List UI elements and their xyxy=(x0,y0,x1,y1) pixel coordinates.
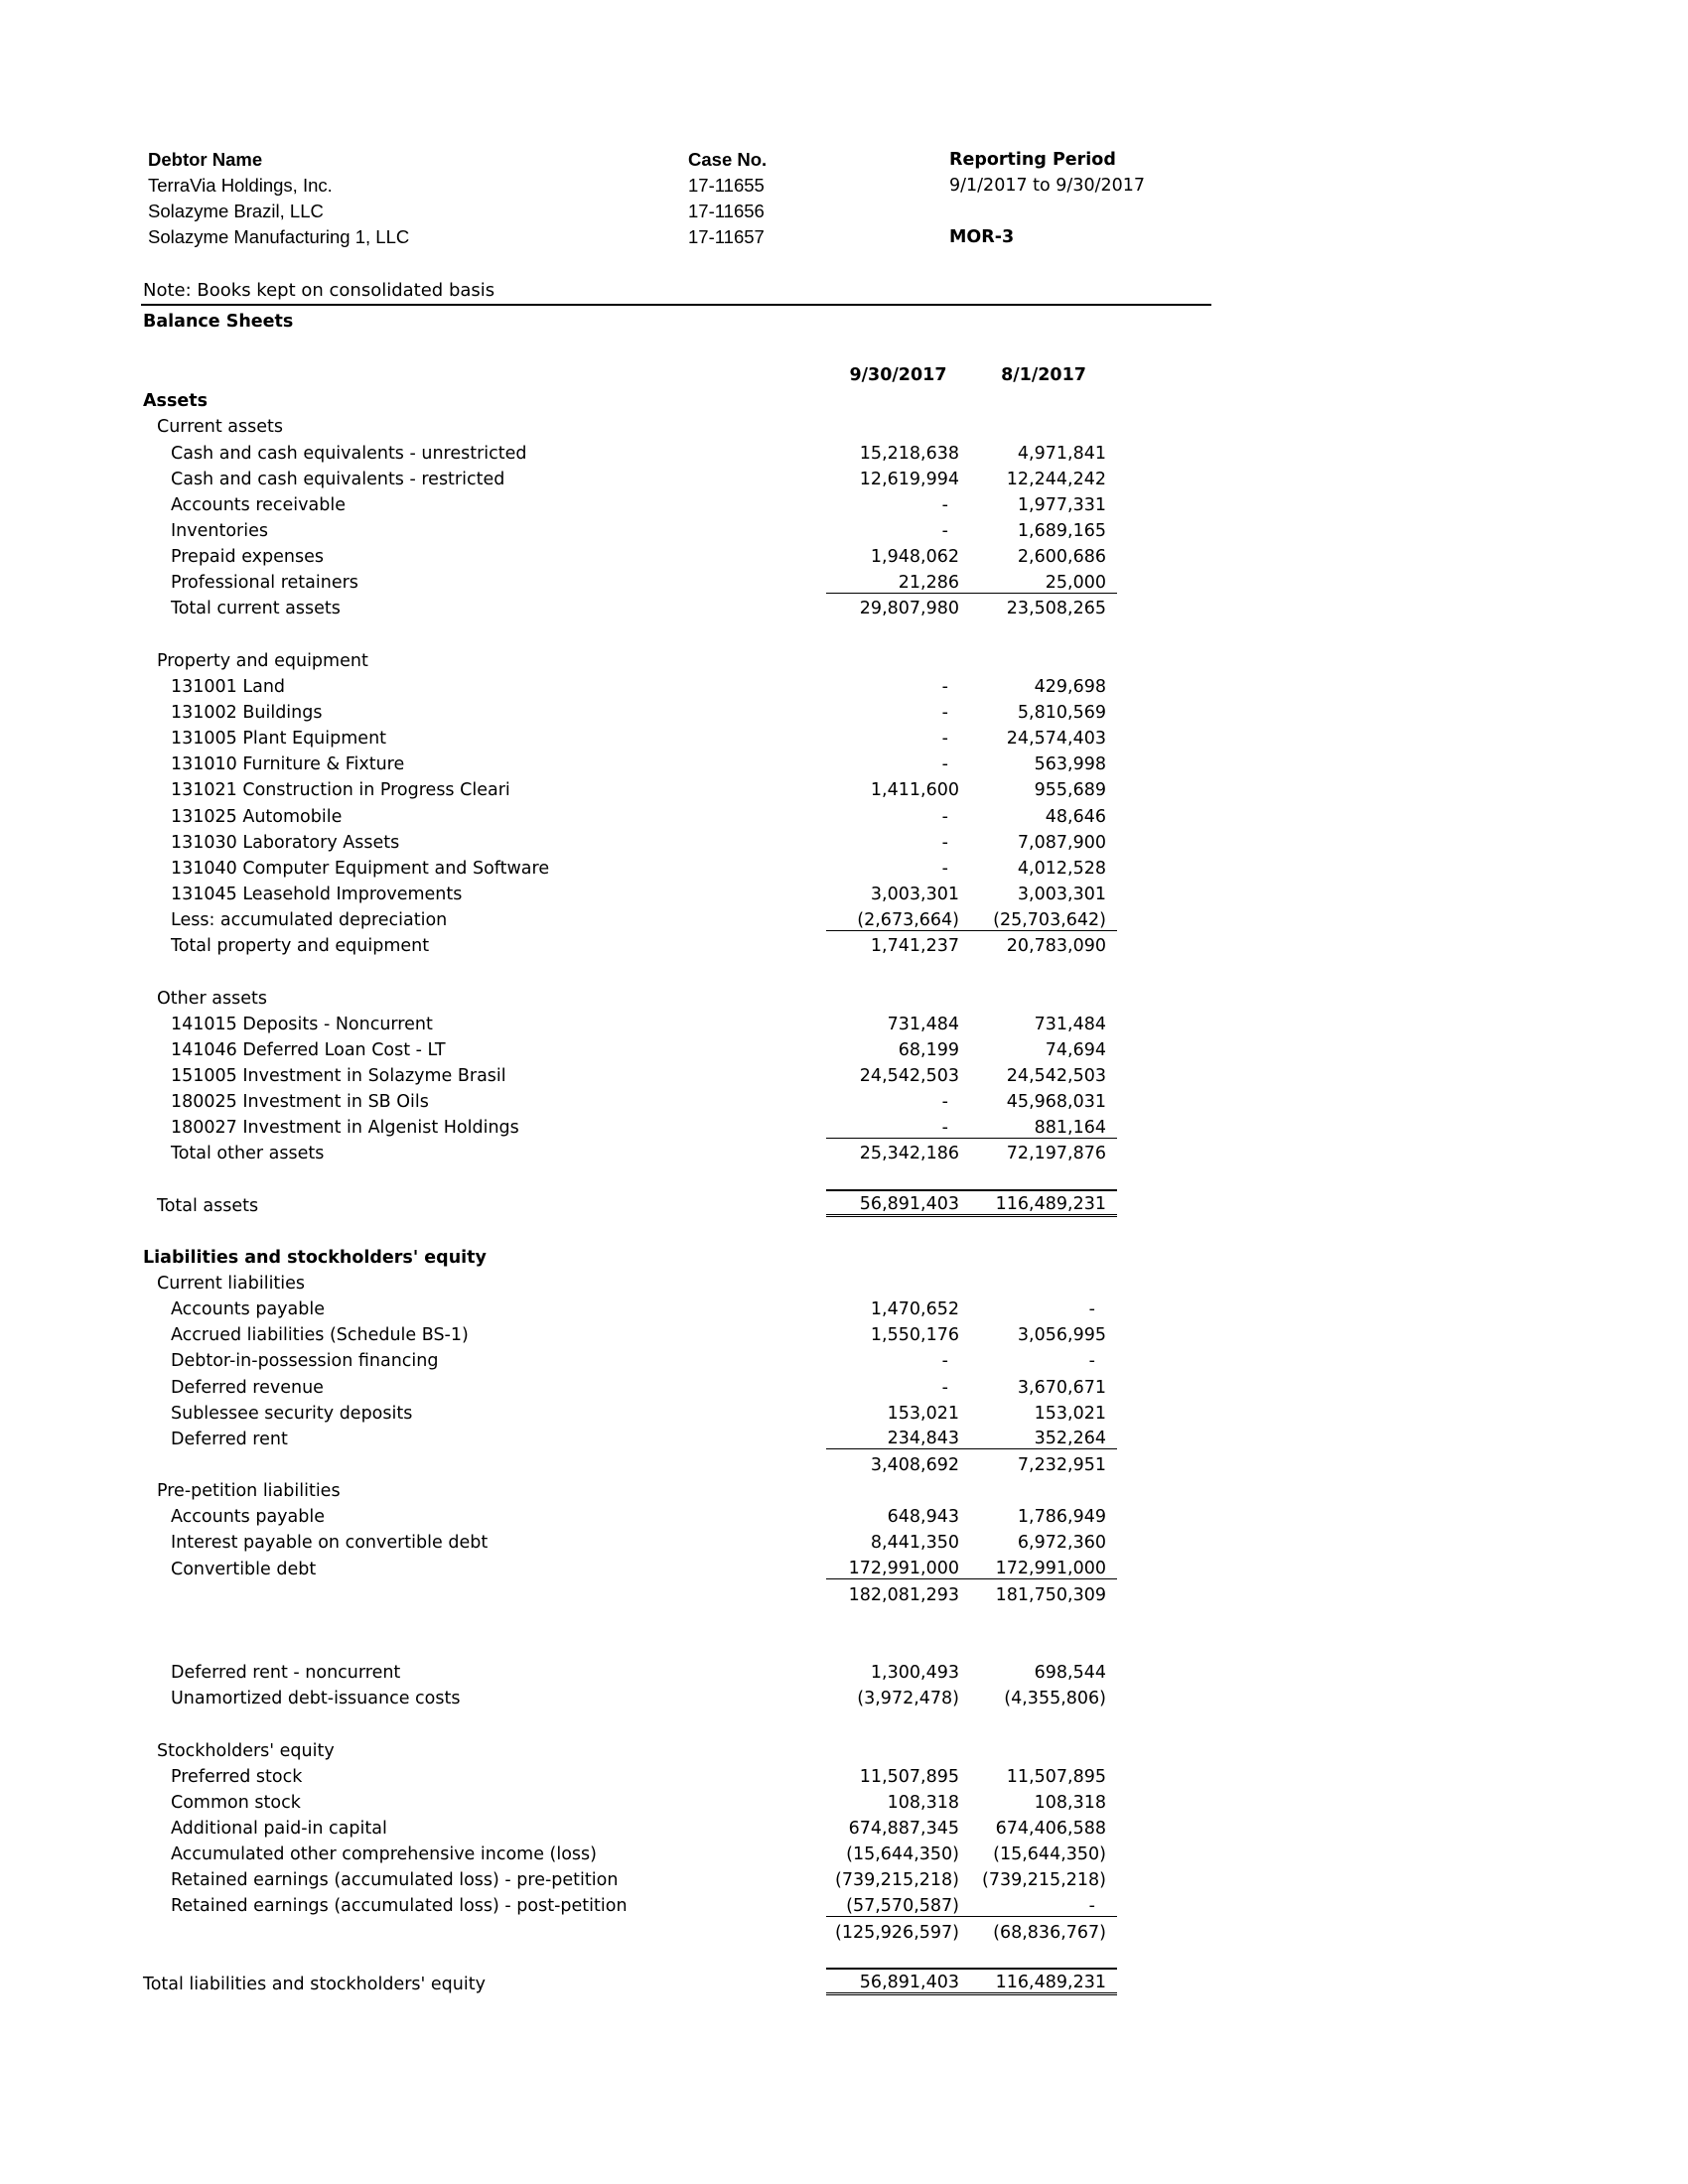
table-row xyxy=(141,1086,1117,1112)
table-row xyxy=(141,489,1117,515)
value-9-30-2017: 1,470,652 xyxy=(870,1299,959,1320)
value-8-1-2017: (739,215,218) xyxy=(982,1870,1106,1891)
value-8-1-2017: (4,355,806) xyxy=(1004,1689,1106,1709)
value-8-1-2017: 153,021 xyxy=(1034,1403,1106,1424)
value-8-1-2017: 4,012,528 xyxy=(1017,858,1106,879)
value-8-1-2017 xyxy=(970,645,1117,671)
balance-sheets-title: Balance Sheets xyxy=(143,312,294,333)
debtor-name: Solazyme Manufacturing 1, LLC xyxy=(148,226,410,247)
value-9-30-2017: - xyxy=(941,832,948,853)
table-row xyxy=(141,464,1117,489)
row-label: 131001 Land xyxy=(171,676,286,697)
row-label: Deferred rent xyxy=(171,1429,288,1449)
value-9-30-2017: 1,741,237 xyxy=(826,930,970,956)
row-label: Retained earnings (accumulated loss) - post-petition xyxy=(171,1896,628,1917)
value-9-30-2017: - xyxy=(941,702,948,723)
row-label: Total current assets xyxy=(171,599,341,619)
value-8-1-2017: 1,977,331 xyxy=(1017,494,1106,515)
table-row xyxy=(141,1969,1117,1994)
value-8-1-2017 xyxy=(970,1242,1117,1268)
value-9-30-2017: (3,972,478) xyxy=(857,1689,959,1709)
row-label: Preferred stock xyxy=(171,1766,303,1787)
table-row xyxy=(141,1009,1117,1034)
case-header xyxy=(688,147,767,250)
row-label: Total property and equipment xyxy=(171,936,430,957)
value-9-30-2017 xyxy=(826,1734,970,1760)
value-9-30-2017: 1,948,062 xyxy=(870,547,959,568)
row-label: Deferred revenue xyxy=(171,1377,324,1398)
value-8-1-2017: 172,991,000 xyxy=(995,1559,1106,1579)
table-row xyxy=(141,1657,1117,1683)
value-9-30-2017 xyxy=(826,982,970,1008)
row-label: 180027 Investment in Algenist Holdings xyxy=(171,1118,519,1139)
value-9-30-2017 xyxy=(826,1242,970,1268)
case-number: 17-11655 xyxy=(688,175,765,196)
value-9-30-2017: 21,286 xyxy=(898,572,959,593)
value-9-30-2017: 1,411,600 xyxy=(870,780,959,801)
value-8-1-2017: - xyxy=(1088,1351,1095,1372)
spacer-row xyxy=(141,1163,1117,1189)
value-9-30-2017: 731,484 xyxy=(887,1014,959,1034)
value-8-1-2017 xyxy=(970,1734,1117,1760)
value-9-30-2017: - xyxy=(941,676,948,697)
row-label: Less: accumulated depreciation xyxy=(171,910,448,931)
value-9-30-2017: - xyxy=(941,1377,948,1398)
value-9-30-2017: - xyxy=(941,754,948,775)
row-label: Deferred rent - noncurrent xyxy=(171,1663,401,1684)
value-9-30-2017: (739,215,218) xyxy=(835,1870,959,1891)
debtor-header xyxy=(148,147,409,250)
value-9-30-2017: 15,218,638 xyxy=(859,443,959,464)
value-9-30-2017: 1,300,493 xyxy=(870,1663,959,1684)
value-9-30-2017: (2,673,664) xyxy=(857,909,959,930)
row-label: Other assets xyxy=(157,988,267,1009)
value-9-30-2017: - xyxy=(941,858,948,879)
table-row xyxy=(141,567,1117,593)
row-label: Pre-petition liabilities xyxy=(157,1481,341,1502)
case-number: 17-11656 xyxy=(688,201,765,221)
case-no-label: Case No. xyxy=(688,149,768,170)
row-label: Property and equipment xyxy=(157,650,368,671)
value-8-1-2017: 3,003,301 xyxy=(1017,884,1106,904)
value-8-1-2017: 1,786,949 xyxy=(1017,1507,1106,1528)
table-row xyxy=(141,1424,1117,1449)
value-8-1-2017: 674,406,588 xyxy=(995,1819,1106,1840)
table-row xyxy=(141,800,1117,826)
table-row xyxy=(141,853,1117,879)
table-row xyxy=(141,697,1117,723)
value-9-30-2017: 108,318 xyxy=(887,1792,959,1813)
row-label: Cash and cash equivalents - restricted xyxy=(171,469,505,489)
value-8-1-2017: 72,197,876 xyxy=(970,1138,1117,1163)
table-row xyxy=(141,411,1117,437)
value-8-1-2017 xyxy=(970,385,1117,411)
row-label: Accounts payable xyxy=(171,1299,325,1320)
table-row xyxy=(141,982,1117,1008)
row-label: Additional paid-in capital xyxy=(171,1819,387,1840)
table-row xyxy=(141,1683,1117,1708)
value-9-30-2017: - xyxy=(941,520,948,541)
value-9-30-2017: 25,342,186 xyxy=(826,1138,970,1163)
spacer-row xyxy=(141,956,1117,982)
table-row xyxy=(141,1398,1117,1424)
value-9-30-2017: 56,891,403 xyxy=(826,1969,970,1994)
table-row xyxy=(141,1268,1117,1294)
table-row xyxy=(141,774,1117,800)
row-label: Accumulated other comprehensive income (loss) xyxy=(171,1844,597,1865)
row-label: Prepaid expenses xyxy=(171,547,324,568)
value-9-30-2017 xyxy=(826,1475,970,1501)
row-label: 131002 Buildings xyxy=(171,702,323,723)
spacer-row xyxy=(141,1216,1117,1242)
row-label: Common stock xyxy=(171,1792,301,1813)
table-row xyxy=(141,749,1117,774)
row-label: Interest payable on convertible debt xyxy=(171,1533,489,1554)
value-9-30-2017: 172,991,000 xyxy=(848,1559,959,1579)
row-label: Professional retainers xyxy=(171,573,358,594)
value-8-1-2017: - xyxy=(1088,1895,1095,1916)
value-9-30-2017 xyxy=(826,411,970,437)
value-9-30-2017 xyxy=(826,645,970,671)
value-8-1-2017: 108,318 xyxy=(1034,1792,1106,1813)
value-8-1-2017: 12,244,242 xyxy=(1006,469,1106,489)
table-row xyxy=(141,930,1117,956)
value-9-30-2017 xyxy=(826,385,970,411)
row-label: 180025 Investment in SB Oils xyxy=(171,1092,429,1113)
row-label: Assets xyxy=(143,391,209,412)
value-8-1-2017: 116,489,231 xyxy=(970,1190,1117,1216)
value-8-1-2017: 24,574,403 xyxy=(1006,729,1106,750)
value-9-30-2017: - xyxy=(941,1351,948,1372)
row-label: Current liabilities xyxy=(157,1274,306,1295)
table-row xyxy=(141,1112,1117,1138)
debtor-name: TerraVia Holdings, Inc. xyxy=(148,175,333,196)
table-row xyxy=(141,1294,1117,1319)
value-8-1-2017: 563,998 xyxy=(1034,754,1106,775)
value-9-30-2017: 1,550,176 xyxy=(870,1325,959,1346)
column-header-date: 9/30/2017 xyxy=(849,365,947,386)
balance-sheet-table xyxy=(141,306,1117,1995)
table-row xyxy=(141,1787,1117,1813)
table-row xyxy=(141,1475,1117,1501)
value-8-1-2017: 45,968,031 xyxy=(1006,1092,1106,1113)
table-row xyxy=(141,541,1117,567)
table-row xyxy=(141,1839,1117,1864)
row-label: 131040 Computer Equipment and Software xyxy=(171,858,550,879)
value-8-1-2017: 7,087,900 xyxy=(1017,832,1106,853)
table-row xyxy=(141,671,1117,697)
table-row xyxy=(141,1138,1117,1163)
row-label: 131045 Leasehold Improvements xyxy=(171,884,463,904)
table-row xyxy=(141,879,1117,904)
value-9-30-2017: 56,891,403 xyxy=(826,1190,970,1216)
value-8-1-2017: 5,810,569 xyxy=(1017,702,1106,723)
value-9-30-2017: - xyxy=(941,1092,948,1113)
row-label: Total liabilities and stockholders' equity xyxy=(143,1974,486,1994)
row-label: Stockholders' equity xyxy=(157,1740,335,1761)
spacer-row xyxy=(141,618,1117,644)
value-8-1-2017: 181,750,309 xyxy=(970,1579,1117,1605)
value-9-30-2017: 674,887,345 xyxy=(848,1819,959,1840)
row-label: 131010 Furniture & Fixture xyxy=(171,754,405,775)
row-label: Total assets xyxy=(157,1195,259,1216)
value-8-1-2017: 74,694 xyxy=(1045,1039,1106,1060)
table-row xyxy=(141,1345,1117,1371)
value-9-30-2017: 24,542,503 xyxy=(859,1065,959,1086)
row-label: Unamortized debt-issuance costs xyxy=(171,1689,461,1709)
value-8-1-2017: 6,972,360 xyxy=(1017,1533,1106,1554)
value-9-30-2017: 68,199 xyxy=(898,1039,959,1060)
row-label: Inventories xyxy=(171,520,268,541)
table-row xyxy=(141,904,1117,930)
column-header-date: 8/1/2017 xyxy=(1001,365,1086,386)
row-label: Accounts receivable xyxy=(171,494,346,515)
value-8-1-2017: 24,542,503 xyxy=(1006,1065,1106,1086)
value-8-1-2017: 3,670,671 xyxy=(1017,1377,1106,1398)
table-row xyxy=(141,593,1117,618)
row-label: Liabilities and stockholders' equity xyxy=(143,1247,487,1268)
value-8-1-2017: 2,600,686 xyxy=(1017,547,1106,568)
value-9-30-2017: (15,644,350) xyxy=(846,1844,959,1865)
row-label: Accrued liabilities (Schedule BS-1) xyxy=(171,1325,469,1346)
table-row xyxy=(141,723,1117,749)
table-row xyxy=(141,1034,1117,1060)
consolidation-note: Note: Books kept on consolidated basis xyxy=(143,280,495,301)
table-row xyxy=(141,1449,1117,1475)
row-label: Convertible debt xyxy=(171,1559,317,1579)
value-9-30-2017: 3,408,692 xyxy=(826,1449,970,1475)
value-9-30-2017: 12,619,994 xyxy=(859,469,959,489)
value-9-30-2017: - xyxy=(941,729,948,750)
value-8-1-2017: 429,698 xyxy=(1034,676,1106,697)
value-8-1-2017: 20,783,090 xyxy=(970,930,1117,956)
value-8-1-2017: 25,000 xyxy=(1045,572,1106,593)
row-label: Accounts payable xyxy=(171,1507,325,1528)
row-label: Cash and cash equivalents - unrestricted xyxy=(171,443,527,464)
debtor-name-label: Debtor Name xyxy=(148,149,263,170)
row-label: 151005 Investment in Solazyme Brasil xyxy=(171,1065,506,1086)
row-label: Total other assets xyxy=(171,1144,325,1164)
value-8-1-2017: 4,971,841 xyxy=(1017,443,1106,464)
row-label: 131025 Automobile xyxy=(171,806,343,827)
value-9-30-2017: 153,021 xyxy=(887,1403,959,1424)
value-8-1-2017: 881,164 xyxy=(1034,1117,1106,1138)
table-row xyxy=(141,1579,1117,1605)
row-label: 131021 Construction in Progress Cleari xyxy=(171,780,510,801)
table-row xyxy=(141,1916,1117,1942)
table-title-row xyxy=(141,306,1117,332)
value-9-30-2017: 11,507,895 xyxy=(859,1766,959,1787)
value-8-1-2017: 7,232,951 xyxy=(970,1449,1117,1475)
table-row xyxy=(141,1371,1117,1397)
row-label: Current assets xyxy=(157,417,283,438)
value-8-1-2017: 352,264 xyxy=(1034,1429,1106,1449)
value-8-1-2017: 11,507,895 xyxy=(1006,1766,1106,1787)
table-row xyxy=(141,1501,1117,1527)
value-9-30-2017: - xyxy=(941,494,948,515)
value-8-1-2017: - xyxy=(1088,1299,1095,1320)
value-9-30-2017: 8,441,350 xyxy=(870,1533,959,1554)
value-8-1-2017: 698,544 xyxy=(1034,1663,1106,1684)
spacer-row xyxy=(141,1943,1117,1969)
value-8-1-2017: 48,646 xyxy=(1045,806,1106,827)
row-label xyxy=(141,1579,687,1605)
value-8-1-2017 xyxy=(970,411,1117,437)
value-8-1-2017: (25,703,642) xyxy=(993,909,1106,930)
table-row xyxy=(141,1190,1117,1216)
row-label: 141015 Deposits - Noncurrent xyxy=(171,1014,433,1034)
row-label: 131005 Plant Equipment xyxy=(171,729,387,750)
value-8-1-2017: 955,689 xyxy=(1034,780,1106,801)
value-9-30-2017: - xyxy=(941,806,948,827)
table-row xyxy=(141,437,1117,463)
value-8-1-2017: 3,056,995 xyxy=(1017,1325,1106,1346)
table-row xyxy=(141,1864,1117,1890)
spacer-row xyxy=(141,1631,1117,1657)
table-row xyxy=(141,1527,1117,1553)
table-row xyxy=(141,1553,1117,1578)
value-8-1-2017: (68,836,767) xyxy=(970,1916,1117,1942)
row-label: Sublessee security deposits xyxy=(171,1403,413,1424)
row-label: 141046 Deferred Loan Cost - LT xyxy=(171,1039,446,1060)
value-8-1-2017: (15,644,350) xyxy=(993,1844,1106,1865)
value-8-1-2017: 1,689,165 xyxy=(1017,520,1106,541)
table-row xyxy=(141,385,1117,411)
row-label: Retained earnings (accumulated loss) - pre-petition xyxy=(171,1870,619,1891)
row-label: Debtor-in-possession financing xyxy=(171,1351,439,1372)
value-8-1-2017 xyxy=(970,1268,1117,1294)
table-row xyxy=(141,1890,1117,1916)
table-row xyxy=(141,827,1117,853)
table-row xyxy=(141,1060,1117,1086)
table-row xyxy=(141,1734,1117,1760)
value-9-30-2017: 29,807,980 xyxy=(826,593,970,618)
value-9-30-2017: (57,570,587) xyxy=(846,1895,959,1916)
value-9-30-2017: 3,003,301 xyxy=(870,884,959,904)
value-8-1-2017: 731,484 xyxy=(1034,1014,1106,1034)
row-label xyxy=(141,1916,687,1942)
table-row xyxy=(141,1319,1117,1345)
case-number: 17-11657 xyxy=(688,226,765,247)
value-9-30-2017: 648,943 xyxy=(887,1507,959,1528)
value-8-1-2017: 23,508,265 xyxy=(970,593,1117,618)
row-label xyxy=(141,1449,687,1475)
spacer-row xyxy=(141,1708,1117,1734)
value-9-30-2017: 234,843 xyxy=(887,1429,959,1449)
value-8-1-2017 xyxy=(970,982,1117,1008)
value-8-1-2017: 116,489,231 xyxy=(970,1969,1117,1994)
period-header xyxy=(949,147,1145,250)
table-row xyxy=(141,1813,1117,1839)
value-9-30-2017 xyxy=(826,1268,970,1294)
table-row xyxy=(141,1761,1117,1787)
table-row xyxy=(141,1242,1117,1268)
table-row xyxy=(141,645,1117,671)
debtor-name: Solazyme Brazil, LLC xyxy=(148,201,324,221)
value-9-30-2017: (125,926,597) xyxy=(826,1916,970,1942)
row-label: 131030 Laboratory Assets xyxy=(171,832,400,853)
value-9-30-2017: - xyxy=(941,1117,948,1138)
table-row xyxy=(141,515,1117,541)
column-header-row xyxy=(141,332,1117,385)
reporting-period-label: Reporting Period xyxy=(949,150,1116,170)
value-9-30-2017: 182,081,293 xyxy=(826,1579,970,1605)
spacer-row xyxy=(141,1605,1117,1631)
reporting-period-value: 9/1/2017 to 9/30/2017 xyxy=(949,176,1146,196)
form-number: MOR-3 xyxy=(949,227,1015,247)
value-8-1-2017 xyxy=(970,1475,1117,1501)
